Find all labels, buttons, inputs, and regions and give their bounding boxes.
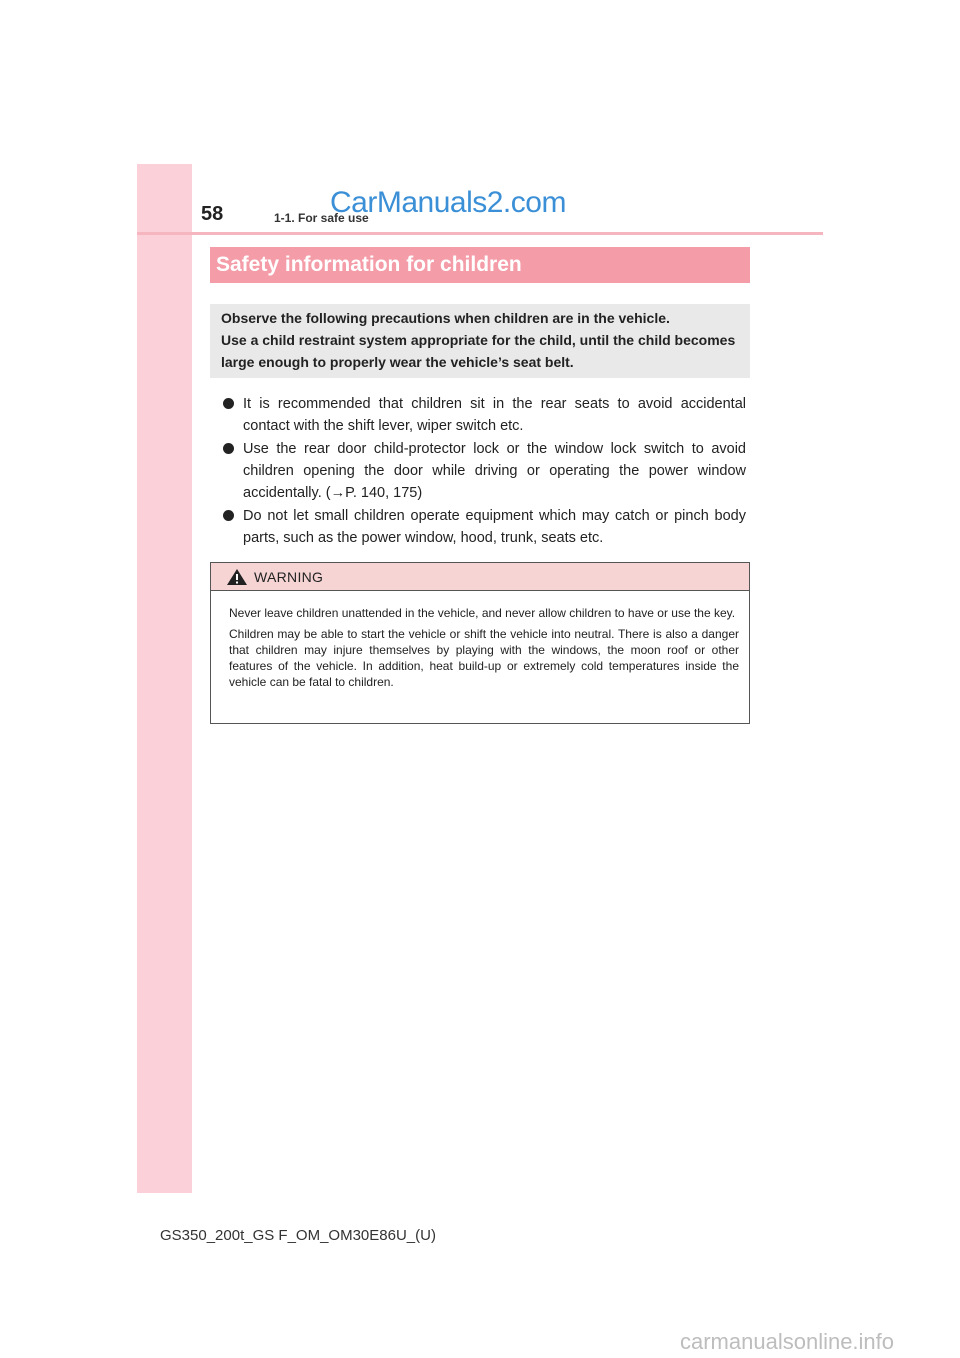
warning-title: WARNING (254, 568, 324, 585)
side-tab (137, 164, 192, 1193)
footer-doc-code: GS350_200t_GS F_OM_OM30E86U_(U) (160, 1227, 436, 1244)
watermark-logo: CarManuals2.com (330, 186, 566, 219)
warning-triangle-icon (226, 568, 248, 586)
intro-line: Use a child restraint system appropriate for the child, until the child becomes (221, 332, 736, 348)
warning-box (210, 562, 750, 724)
section-label: 1-1. For safe use (274, 211, 369, 225)
bullet-dot-icon (223, 398, 234, 409)
intro-line: Observe the following precautions when children are in the vehicle. (221, 310, 670, 326)
bullet-dot-icon (223, 443, 234, 454)
intro-line: large enough to properly wear the vehicle’s seat belt. (221, 354, 574, 370)
warning-header (211, 563, 749, 591)
list-item (221, 393, 746, 437)
list-item-text: Use the rear door child-protector lock or the window lock switch to avoid children opening the door while driving or operating the power window accidentally. (→P. 140, 175) (243, 441, 746, 501)
precaution-list (221, 393, 746, 550)
section-heading: Safety information for children (210, 247, 750, 283)
warning-paragraph: Children may be able to start the vehicle or shift the vehicle into neutral. There is also a danger that children may injure themselves by playing with the windows, the moon roof or other features of the vehicle. In addition, heat build-up or extremely cold temperatures inside the vehicle can be fatal to children. (229, 627, 739, 689)
warning-body (211, 591, 749, 690)
header-rule (137, 232, 823, 235)
page-number: 58 (201, 203, 224, 225)
warning-paragraph: Never leave children unattended in the vehicle, and never allow children to have or use the key. (229, 606, 736, 620)
list-item (221, 505, 746, 549)
list-item-text: It is recommended that children sit in the rear seats to avoid accidental contact with the shift lever, wiper switch etc. (243, 396, 746, 434)
list-item-text: Do not let small children operate equipment which may catch or pinch body parts, such as the power window, hood, trunk, seats etc. (243, 508, 746, 546)
bullet-dot-icon (223, 510, 234, 521)
footer-watermark: carmanualsonline.info (680, 1329, 895, 1354)
intro-box (210, 304, 750, 378)
list-item (221, 438, 746, 504)
